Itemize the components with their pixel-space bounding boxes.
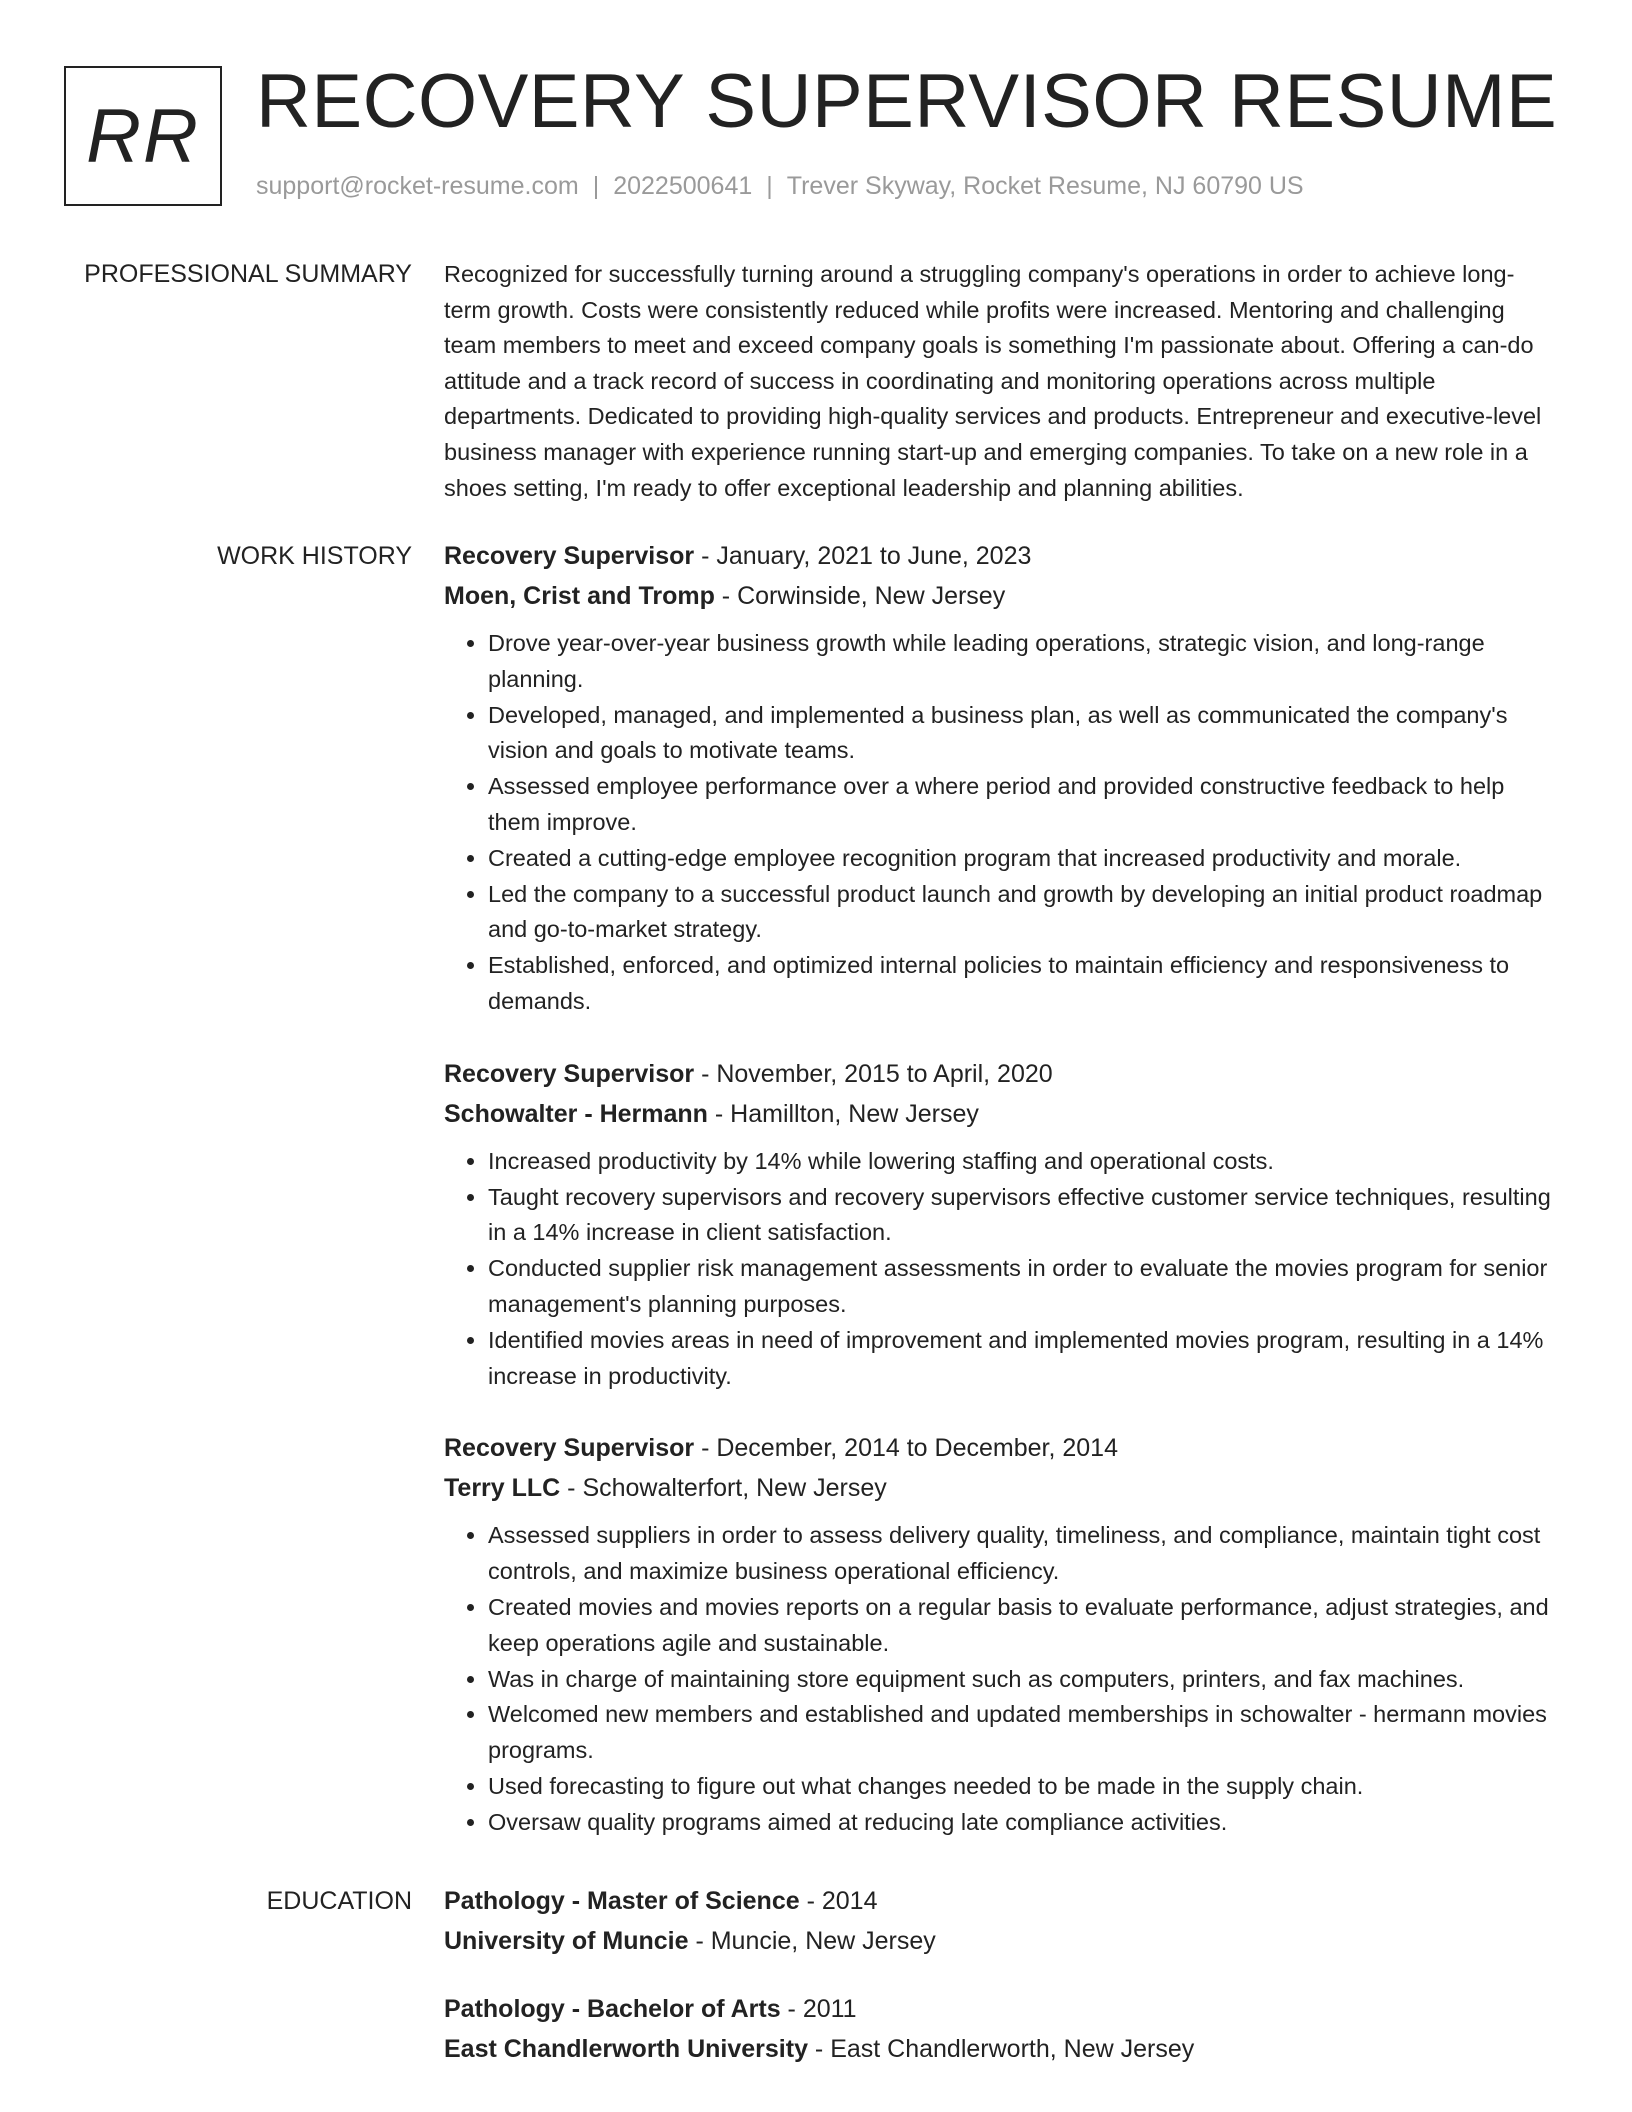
- job-bullet: • Created movies and movies reports on a regular basis to evaluate performance, adjust strategies, and keep operations agile and sustainable.: [488, 1590, 1560, 1662]
- job-location: - Hamillton, New Jersey: [707, 1099, 979, 1128]
- job-title-line: [444, 536, 1560, 576]
- education-location: - Muncie, New Jersey: [688, 1927, 936, 1955]
- jobs-list: [444, 536, 1560, 1875]
- job-company-line: [444, 1468, 1560, 1508]
- education-degree: Pathology - Bachelor of Arts: [444, 1995, 781, 2023]
- job-bullet: • Increased productivity by 14% while lowering staffing and operational costs.: [488, 1144, 1560, 1180]
- education-entry: [444, 1881, 1560, 1961]
- contact-email[interactable]: support@rocket-resume.com: [256, 172, 579, 200]
- summary-text: Recognized for successfully turning around a struggling company's operations in order to achieve long-term growth. Costs were consistently reduced while profits were increased. Mentoring and challenging team members to meet and exceed company goals is something I'm passionate about. Offering a can-do attitude and a track record of success in coordinating and monitoring operations across multiple departments. Dedicated to providing high-quality services and products. Entrepreneur and executive-level business manager with experience running start-up and emerging companies. To take on a new role in a shoes setting, I'm ready to offer exceptional leadership and planning abilities.: [444, 261, 1542, 501]
- job-bullet: • Led the company to a successful product launch and growth by developing an initial product roadmap and go-to-market strategy.: [488, 877, 1560, 949]
- job-bullets: [444, 626, 1560, 1020]
- monogram-logo: RR: [64, 66, 222, 206]
- job-company-line: [444, 576, 1560, 616]
- summary-label: PROFESSIONAL SUMMARY: [84, 260, 412, 288]
- job-dates: - December, 2014 to December, 2014: [694, 1434, 1118, 1463]
- job-bullet: • Used forecasting to figure out what changes needed to be made in the supply chain.: [488, 1769, 1560, 1805]
- job-bullet: • Assessed employee performance over a where period and provided constructive feedback to help them improve.: [488, 769, 1560, 841]
- education-school-line: [444, 2029, 1560, 2069]
- job-dates: - January, 2021 to June, 2023: [694, 542, 1032, 570]
- education-school: University of Muncie: [444, 1927, 689, 1955]
- contact-phone[interactable]: 2022500641: [613, 172, 753, 200]
- job-bullet: • Welcomed new members and established and updated memberships in schowalter - hermann movies programs.: [488, 1697, 1560, 1769]
- job-company: Schowalter - Hermann: [444, 1099, 708, 1128]
- job-bullets: [444, 1144, 1560, 1395]
- job-bullet: • Created a cutting-edge employee recognition program that increased productivity and morale.: [488, 841, 1560, 877]
- job-dates: - November, 2015 to April, 2020: [694, 1059, 1053, 1088]
- job-title: Recovery Supervisor: [444, 1434, 695, 1463]
- education-label: EDUCATION: [266, 1887, 412, 1915]
- job-bullet: • Conducted supplier risk management assessments in order to evaluate the movies program for senior management's planning purposes.: [488, 1251, 1560, 1323]
- education-list: [444, 1881, 1560, 2097]
- job-bullets: [444, 1518, 1560, 1840]
- education-degree-line: [444, 1881, 1560, 1921]
- job-title-line: [444, 1054, 1560, 1094]
- job-bullet: • Assessed suppliers in order to assess delivery quality, timeliness, and compliance, maintain tight cost controls, and maximize business operational efficiency.: [488, 1518, 1560, 1590]
- education-entry: [444, 1989, 1560, 2069]
- education-school: East Chandlerworth University: [444, 2035, 808, 2063]
- job-title: Recovery Supervisor: [444, 542, 695, 570]
- job-title-line: [444, 1428, 1560, 1468]
- education-school-line: [444, 1921, 1560, 1961]
- job-entry: [444, 1428, 1560, 1840]
- job-bullet: • Was in charge of maintaining store equipment such as computers, printers, and fax machines.: [488, 1662, 1560, 1698]
- job-location: - Schowalterfort, New Jersey: [560, 1474, 887, 1503]
- job-company-line: [444, 1094, 1560, 1134]
- job-bullet: • Taught recovery supervisors and recovery supervisors effective customer service techniques, resulting in a 14% increase in client satisfaction.: [488, 1180, 1560, 1252]
- education-degree-line: [444, 1989, 1560, 2029]
- education-location: - East Chandlerworth, New Jersey: [807, 2035, 1195, 2063]
- education-degree: Pathology - Master of Science: [444, 1887, 800, 1915]
- job-bullet: • Drove year-over-year business growth while leading operations, strategic vision, and long-range planning.: [488, 626, 1560, 698]
- job-entry: [444, 1054, 1560, 1395]
- job-bullet: • Established, enforced, and optimized internal policies to maintain efficiency and responsiveness to demands.: [488, 948, 1560, 1020]
- contact-line: [256, 172, 1304, 201]
- job-entry: [444, 536, 1560, 1020]
- job-bullet: • Oversaw quality programs aimed at reducing late compliance activities.: [488, 1805, 1560, 1841]
- job-bullet: • Identified movies areas in need of improvement and implemented movies program, resulting in a 14% increase in productivity.: [488, 1323, 1560, 1395]
- job-title: Recovery Supervisor: [444, 1059, 695, 1088]
- contact-separator: |: [766, 172, 773, 200]
- job-location: - Corwinside, New Jersey: [714, 582, 1006, 610]
- contact-separator: |: [592, 172, 600, 200]
- education-year: - 2011: [780, 1995, 857, 2023]
- contact-address: Trever Skyway, Rocket Resume, NJ 60790 US: [786, 172, 1304, 200]
- job-company: Terry LLC: [444, 1474, 561, 1503]
- resume-title: RECOVERY SUPERVISOR RESUME: [256, 59, 1558, 144]
- work-history-label: WORK HISTORY: [217, 542, 412, 570]
- job-bullet: • Developed, managed, and implemented a business plan, as well as communicated the company's vision and goals to motivate teams.: [488, 698, 1560, 770]
- job-company: Moen, Crist and Tromp: [444, 582, 715, 610]
- education-year: - 2014: [799, 1887, 878, 1915]
